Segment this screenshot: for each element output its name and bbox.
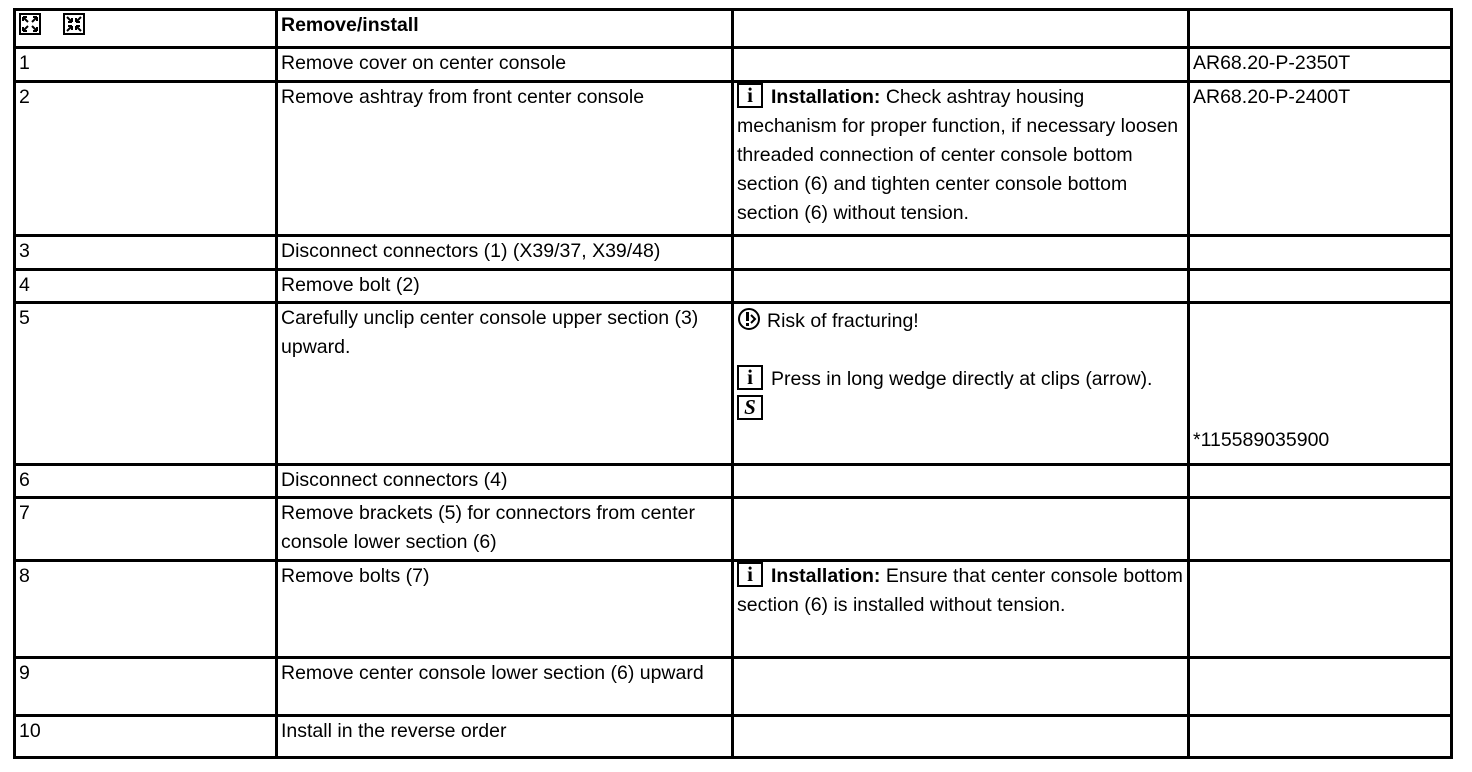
step-action: Disconnect connectors (1) (X39/37, X39/48) [277, 236, 733, 270]
step-action: Remove center console lower section (6) upward [277, 658, 733, 716]
installation-note: Check ashtray housing mechanism for proper function, if necessary loosen threaded connection of center console bottom section (6) and tighten center console bottom section (6) without tension. [737, 86, 1179, 224]
step-note [733, 561, 1189, 658]
header-note-cell [733, 10, 1189, 48]
step-ref [1189, 716, 1452, 758]
note-line [737, 365, 1184, 394]
installation-label: Installation: [771, 86, 881, 108]
step-row-8 [15, 561, 1452, 658]
collapse-icon[interactable] [63, 13, 85, 35]
step-number: 2 [15, 82, 277, 236]
step-action: Remove cover on center console [277, 48, 733, 82]
step-row-4 [15, 270, 1452, 303]
info-icon: i [737, 562, 763, 587]
step-ref[interactable] [1189, 82, 1452, 236]
step-row-2 [15, 82, 1452, 236]
step-action: Disconnect connectors (4) [277, 465, 733, 498]
info-icon: i [737, 83, 763, 108]
doc-ref-link[interactable]: AR68.20-P-2350T [1193, 52, 1351, 74]
header-row [15, 10, 1452, 48]
remove-install-table [13, 8, 1453, 759]
step-note [733, 303, 1189, 465]
step-number: 6 [15, 465, 277, 498]
step-note [733, 82, 1189, 236]
info-icon: i [737, 365, 763, 390]
step-ref[interactable] [1189, 303, 1452, 465]
step-action: Carefully unclip center console upper section (3) upward. [277, 303, 733, 465]
step-row-5 [15, 303, 1452, 465]
step-row-7 [15, 498, 1452, 561]
doc-ref-link[interactable]: AR68.20-P-2400T [1193, 86, 1351, 108]
step-ref [1189, 465, 1452, 498]
step-number: 8 [15, 561, 277, 658]
step-row-3 [15, 236, 1452, 270]
step-ref [1189, 561, 1452, 658]
expand-icon[interactable] [19, 13, 41, 35]
step-number: 1 [15, 48, 277, 82]
step-note [733, 658, 1189, 716]
spacer [737, 336, 1184, 365]
step-number: 4 [15, 270, 277, 303]
step-action: Remove brackets (5) for connectors from center console lower section (6) [277, 498, 733, 561]
header-icons-cell [15, 10, 277, 48]
installation-note: Ensure that center console bottom section (6) is installed without tension. [737, 565, 1183, 616]
step-action: Remove bolts (7) [277, 561, 733, 658]
step-note [733, 236, 1189, 270]
step-action: Remove bolt (2) [277, 270, 733, 303]
installation-label: Installation: [771, 565, 881, 587]
step-note [733, 498, 1189, 561]
note-text: Press in long wedge directly at clips (arrow). [771, 368, 1153, 390]
step-note [733, 48, 1189, 82]
warning-text: Risk of fracturing! [767, 310, 919, 332]
tool-part-number[interactable]: *115589035900 [1193, 429, 1330, 451]
tool-line [737, 394, 1184, 423]
warning-line [737, 307, 1184, 336]
step-number: 3 [15, 236, 277, 270]
warning-icon [737, 307, 761, 331]
special-tool-icon[interactable]: S [737, 395, 763, 420]
step-note [733, 716, 1189, 758]
header-title [277, 10, 733, 48]
step-row-10 [15, 716, 1452, 758]
header-ref-cell [1189, 10, 1452, 48]
step-action: Remove ashtray from front center console [277, 82, 733, 236]
step-number: 5 [15, 303, 277, 465]
step-number: 9 [15, 658, 277, 716]
step-number: 7 [15, 498, 277, 561]
step-number: 10 [15, 716, 277, 758]
step-row-1 [15, 48, 1452, 82]
step-row-9 [15, 658, 1452, 716]
step-action: Install in the reverse order [277, 716, 733, 758]
step-ref [1189, 658, 1452, 716]
step-row-6 [15, 465, 1452, 498]
step-note [733, 270, 1189, 303]
step-ref[interactable] [1189, 48, 1452, 82]
step-ref [1189, 270, 1452, 303]
step-note [733, 465, 1189, 498]
header-title-text: Remove/install [281, 14, 419, 36]
step-ref [1189, 236, 1452, 270]
step-ref [1189, 498, 1452, 561]
